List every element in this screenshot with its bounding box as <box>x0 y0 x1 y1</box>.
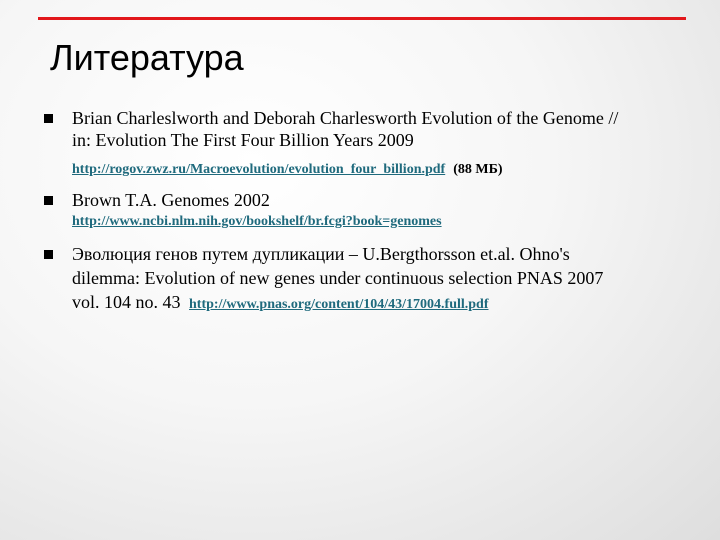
reference-3-link[interactable]: http://www.pnas.org/content/104/43/17004.full.pdf <box>189 297 489 312</box>
reference-3-line-3: vol. 104 no. 43 <box>72 292 181 312</box>
reference-3-line-3-row <box>72 292 489 315</box>
reference-3-line-2: dilemma: Evolution of new genes under continuous selection PNAS 2007 <box>72 268 604 288</box>
bullet-square-icon <box>44 114 53 123</box>
reference-1-link[interactable]: http://rogov.zwz.ru/Macroevolution/evolution_four_billion.pdf <box>72 162 446 177</box>
reference-3-line-1: Эволюция генов путем дупликации – U.Bergthorsson et.al. Ohno's <box>72 244 570 264</box>
slide-title: Литература <box>50 37 244 78</box>
reference-2-line-1: Brown T.A. Genomes 2002 <box>72 190 270 210</box>
reference-1-line-1: Brian Charleslworth and Deborah Charlesworth Evolution of the Genome // <box>72 108 619 128</box>
bullet-square-icon <box>44 196 53 205</box>
bullet-square-icon <box>44 250 53 259</box>
reference-2-link[interactable]: http://www.ncbi.nlm.nih.gov/bookshelf/br.fcgi?book=genomes <box>72 214 442 229</box>
reference-2-link-row <box>72 213 442 231</box>
reference-1-line-2: in: Evolution The First Four Billion Years 2009 <box>72 130 414 150</box>
reference-1-link-row <box>72 161 503 179</box>
reference-1-size-note: (88 МБ) <box>453 162 503 177</box>
